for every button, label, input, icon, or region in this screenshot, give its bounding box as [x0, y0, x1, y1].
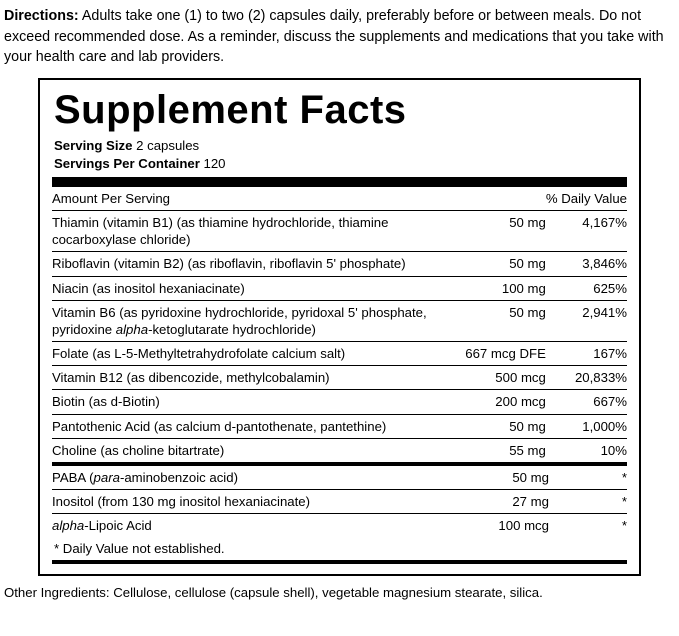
nutrient-amount: 27 mg [444, 490, 549, 514]
header-daily-value: % Daily Value [546, 187, 627, 211]
servings-per-container-row [54, 155, 627, 172]
directions-label: Directions: [4, 8, 79, 24]
nutrient-amount: 50 mg [441, 211, 546, 252]
nutrient-daily-value: * [621, 518, 627, 534]
serving-size-label: Serving Size [54, 138, 133, 154]
nutrient-rows-no-dv [52, 466, 627, 537]
directions-paragraph [0, 0, 679, 68]
nutrient-daily-value: 2,941% [546, 300, 627, 341]
nutrient-name: Thiamin (vitamin B1) (as thiamine hydrochloride, thiamine cocarboxylase chloride) [52, 211, 441, 252]
nutrient-amount: 50 mg [441, 300, 546, 341]
rule-thick-top [52, 177, 627, 187]
nutrient-amount: 100 mcg [498, 518, 549, 534]
nutrient-name: Choline (as choline bitartrate) [52, 442, 225, 458]
servings-per-container-label: Servings Per Container [54, 155, 200, 171]
table-row [52, 276, 627, 300]
footnote: * Daily Value not established. [54, 541, 225, 557]
serving-size-row [54, 137, 627, 154]
nutrition-table-no-dv [52, 466, 627, 537]
nutrient-name: Inositol (from 130 mg inositol hexaniacinate) [52, 490, 444, 514]
nutrition-table [52, 187, 627, 462]
table-row [52, 466, 627, 490]
panel-title: Supplement Facts [54, 88, 407, 133]
nutrient-daily-value: 625% [546, 276, 627, 300]
nutrient-name: Riboflavin (vitamin B2) (as riboflavin, riboflavin 5' phosphate) [52, 252, 441, 276]
other-ingredients: Other Ingredients: Cellulose, cellulose (capsule shell), vegetable magnesium stearate, silica. [4, 585, 543, 601]
nutrient-daily-value: 4,167% [546, 211, 627, 252]
rule-med-bottom [52, 560, 627, 564]
table-row [52, 490, 627, 514]
table-row [52, 211, 627, 252]
nutrient-name: Biotin (as d-Biotin) [52, 390, 441, 414]
nutrient-amount: 50 mg [444, 466, 549, 490]
table-row [52, 366, 627, 390]
nutrient-rows [52, 211, 627, 462]
nutrient-daily-value: 20,833% [546, 366, 627, 390]
serving-size-value: 2 capsules [132, 138, 200, 154]
nutrient-daily-value: 3,846% [546, 252, 627, 276]
nutrient-amount: 50 mg [441, 414, 546, 438]
nutrient-name: Niacin (as inositol hexaniacinate) [52, 276, 441, 300]
table-row [52, 252, 627, 276]
table-row [52, 514, 627, 538]
nutrient-name: Vitamin B12 (as dibencozide, methylcobalamin) [52, 366, 441, 390]
directions-text: Adults take one (1) to two (2) capsules daily, preferably before or between meals. Do not exceed recommended dose. As a reminder, discuss the supplements and medications that you take with your health care and lab providers. [4, 8, 664, 66]
nutrient-amount: 200 mcg [441, 390, 546, 414]
nutrient-daily-value: 667% [546, 390, 627, 414]
nutrient-daily-value: 1,000% [546, 414, 627, 438]
servings-per-container-value: 120 [199, 155, 226, 171]
table-header-row [52, 187, 627, 211]
header-amount-spacer [441, 187, 546, 211]
nutrient-name: Vitamin B6 (as pyridoxine hydrochloride, pyridoxal 5' phosphate, pyridoxine alpha-ketoglutarate hydrochloride) [52, 300, 441, 341]
nutrient-daily-value: 167% [546, 342, 627, 366]
nutrient-amount: 667 mcg DFE [441, 342, 546, 366]
nutrient-name: alpha-Lipoic Acid [52, 518, 152, 534]
nutrient-daily-value: * [549, 466, 627, 490]
nutrient-name: Folate (as L-5-Methyltetrahydrofolate calcium salt) [52, 342, 441, 366]
nutrient-amount: 55 mg [509, 442, 546, 458]
nutrient-daily-value: 10% [600, 442, 627, 458]
nutrient-daily-value: * [549, 490, 627, 514]
nutrient-amount: 100 mg [441, 276, 546, 300]
table-row [52, 390, 627, 414]
header-amount-per-serving: Amount Per Serving [52, 187, 441, 211]
nutrient-name: Pantothenic Acid (as calcium d-pantothenate, pantethine) [52, 414, 441, 438]
nutrient-amount: 500 mcg [441, 366, 546, 390]
nutrient-amount: 50 mg [441, 252, 546, 276]
nutrient-name: PABA (para-aminobenzoic acid) [52, 466, 444, 490]
table-row [52, 414, 627, 438]
table-row [52, 342, 627, 366]
table-row [52, 300, 627, 341]
supplement-facts-panel [38, 78, 641, 576]
table-row [52, 438, 627, 462]
